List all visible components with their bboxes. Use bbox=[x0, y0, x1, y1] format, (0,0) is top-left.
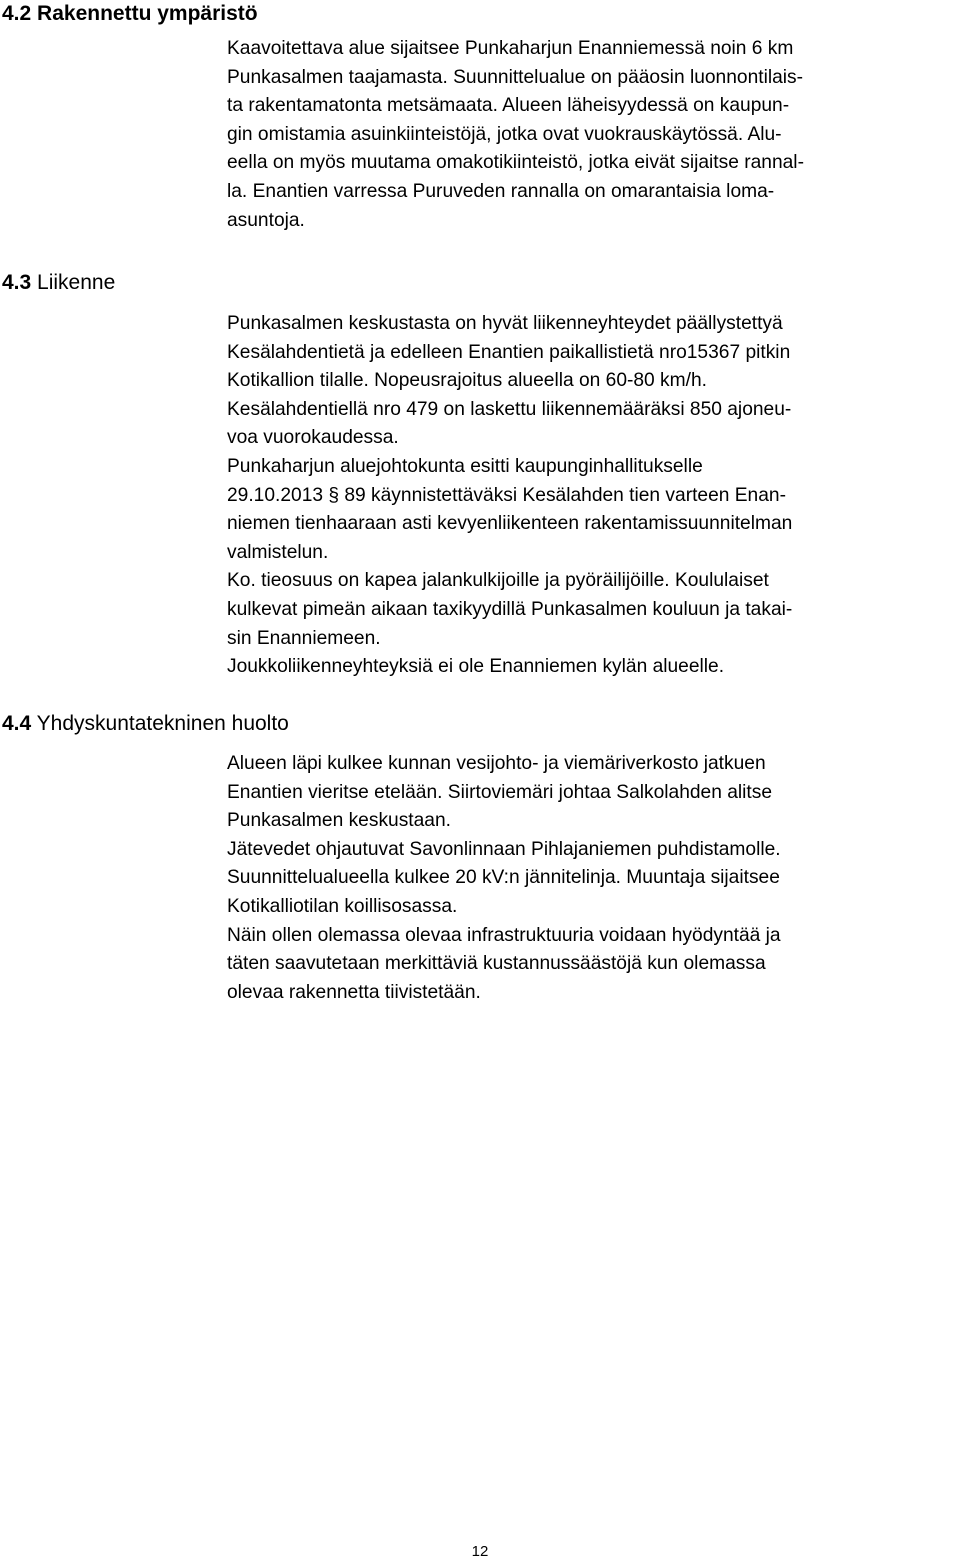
paragraph-line: valmistelun. bbox=[227, 541, 329, 563]
paragraph-line: Punkaharjun aluejohtokunta esitti kaupunginhallitukselle bbox=[227, 455, 703, 477]
paragraph-line: Enantien vieritse etelään. Siirtoviemäri johtaa Salkolahden alitse bbox=[227, 781, 773, 803]
section-number: 4.2 bbox=[2, 2, 32, 25]
paragraph-line: Kotikalliotilan koillisosassa. bbox=[227, 895, 458, 917]
paragraph-line: Joukkoliikenneyhteyksiä ei ole Enanniemen kylän alueelle. bbox=[227, 656, 725, 678]
paragraph-line: kulkevat pimeän aikaan taxikyydillä Punkasalmen kouluun ja takai- bbox=[227, 598, 793, 620]
section-number: 4.3 bbox=[2, 271, 32, 294]
paragraph-line: Kesälahdentietä ja edelleen Enantien paikallistietä nro15367 pitkin bbox=[227, 341, 791, 363]
paragraph-line: Ko. tieosuus on kapea jalankulkijoille ja pyöräilijöille. Koululaiset bbox=[227, 570, 769, 592]
section-heading-4-2 bbox=[2, 0, 258, 28]
section-body-4-4 bbox=[227, 750, 952, 1007]
paragraph-line: Jätevedet ohjautuvat Savonlinnaan Pihlajaniemen puhdistamolle. bbox=[227, 838, 781, 860]
paragraph-line: Suunnittelualueella kulkee 20 kV:n jännitelinja. Muuntaja sijaitsee bbox=[227, 867, 780, 889]
section-title: Liikenne bbox=[37, 271, 116, 294]
paragraph-line: Alueen läpi kulkee kunnan vesijohto- ja viemäriverkosto jatkuen bbox=[227, 753, 766, 774]
section-body-4-3 bbox=[227, 310, 952, 682]
paragraph-line: ta rakentamatonta metsämaata. Alueen läheisyydessä on kaupun- bbox=[227, 95, 790, 117]
page-number: 12 bbox=[471, 1543, 489, 1560]
paragraph-line: Näin ollen olemassa olevaa infrastruktuuria voidaan hyödyntää ja bbox=[227, 924, 781, 946]
paragraph-line: olevaa rakennetta tiivistetään. bbox=[227, 981, 481, 1003]
section-number: 4.4 bbox=[2, 712, 32, 735]
paragraph-line: niemen tienhaaraan asti kevyenliikenteen rakentamissuunnitelman bbox=[227, 513, 793, 535]
paragraph-line: Punkasalmen taajamasta. Suunnittelualue on pääosin luonnontilais- bbox=[227, 66, 804, 88]
paragraph-line: Kotikallion tilalle. Nopeusrajoitus alueella on 60-80 km/h. bbox=[227, 370, 707, 392]
paragraph-line: Punkasalmen keskustaan. bbox=[227, 810, 451, 832]
paragraph-line: sin Enanniemeen. bbox=[227, 627, 381, 649]
section-title: Yhdyskuntatekninen huolto bbox=[36, 712, 289, 735]
paragraph-line: gin omistamia asuinkiinteistöjä, jotka ovat vuokrauskäytössä. Alu- bbox=[227, 123, 782, 145]
paragraph-line: täten saavutetaan merkittäviä kustannussäästöjä kun olemassa bbox=[227, 953, 766, 975]
paragraph-line: eella on myös muutama omakotikiinteistö, jotka eivät sijaitse rannal- bbox=[227, 152, 804, 174]
section-heading-4-3 bbox=[2, 269, 115, 297]
paragraph-line: Kesälahdentiellä nro 479 on laskettu liikennemääräksi 850 ajoneu- bbox=[227, 398, 792, 420]
section-title: Rakennettu ympäristö bbox=[37, 2, 258, 25]
paragraph-line: Punkasalmen keskustasta on hyvät liikenneyhteydet päällystettyä bbox=[227, 313, 783, 334]
paragraph-line: la. Enantien varressa Puruveden rannalla on omarantaisia loma- bbox=[227, 180, 775, 202]
paragraph-line: 29.10.2013 § 89 käynnistettäväksi Kesälahden tien varteen Enan- bbox=[227, 484, 786, 506]
paragraph-line: voa vuorokaudessa. bbox=[227, 427, 399, 449]
section-heading-4-4 bbox=[2, 710, 289, 738]
section-body-4-2 bbox=[227, 35, 952, 235]
paragraph-line: Kaavoitettava alue sijaitsee Punkaharjun Enanniemessä noin 6 km bbox=[227, 38, 794, 59]
paragraph-line: asuntoja. bbox=[227, 209, 305, 231]
